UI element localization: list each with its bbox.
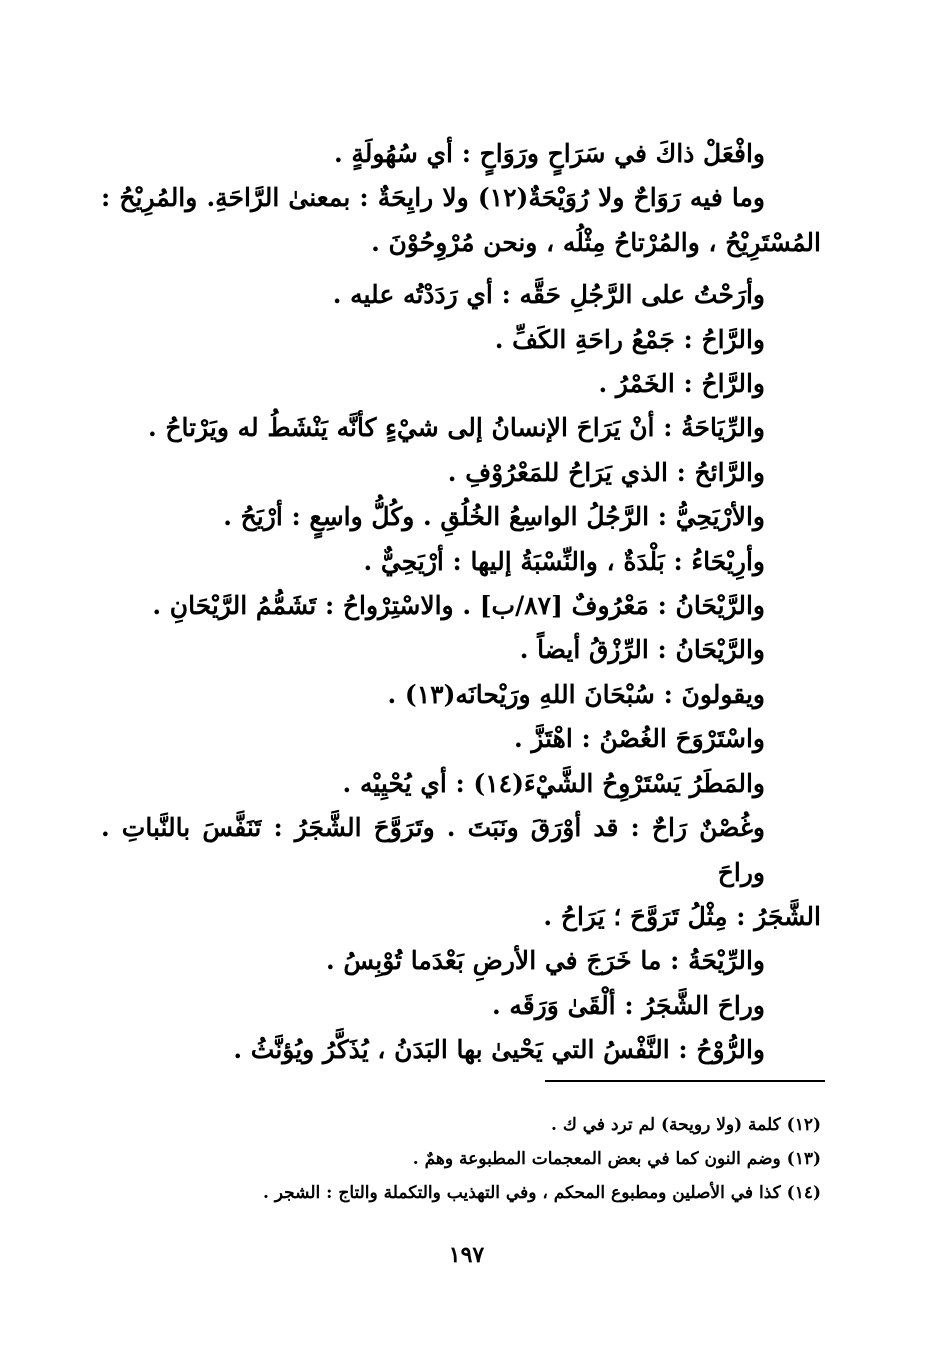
text-line: وغُصْنٌ رَاحٌ : قد أوْرَقَ ونَبَتَ . وتَرَوَّحَ الشَّجَرُ : تَنَفَّسَ بالنَّباتِ . وراحَ — [101, 813, 765, 887]
paragraph — [101, 584, 821, 628]
text-line: وافْعَلْ ذاكَ في سَرَاحٍ ورَوَاحٍ : أي سُهُولَةٍ . — [333, 139, 765, 168]
paragraph — [101, 673, 821, 717]
text-line: وراحَ الشَّجَرُ : ألْقَىٰ وَرَقَه . — [491, 990, 765, 1020]
paragraph — [101, 495, 821, 539]
paragraph — [101, 362, 821, 406]
text-line: والرَّيْحَانُ : مَعْرُوفٌ [٨٧/ب] . والاسْتِرْواحُ : تَشَمُّمُ الرَّيْحَانِ . — [152, 591, 765, 621]
paragraph — [101, 406, 821, 450]
paragraph — [101, 1028, 821, 1072]
text-line: والرَّاحُ : الخَمْرُ . — [598, 369, 765, 399]
text-line: المُسْتَرِيْحُ ، والمُرْتاحُ مِثْلُه ، ونحن مُرْوِحُوْنَ . — [371, 227, 821, 257]
text-line: والرِّيْحَةُ : ما خَرَجَ في الأرضِ بَعْدَما تُوْبِسُ . — [325, 946, 765, 976]
text-line: الشَّجَرُ : مِثْلُ تَرَوَّحَ ؛ يَرَاحُ . — [543, 901, 821, 931]
text-line: والمَطَرُ يَسْتَرْوِحُ الشَّيْءَ(١٤) : أي يُحْيِيْه . — [342, 768, 765, 798]
text-line: وأرِيْحَاءُ : بَلْدَةٌ ، والنِّسْبَةُ إليها : أرْيَحِيٌّ . — [363, 546, 765, 576]
text-line: وأرَحْتُ على الرَّجُلِ حَقَّه : أي رَدَدْتُه عليه . — [332, 280, 765, 310]
paragraph — [101, 806, 821, 895]
text-line: وما فيه رَوَاحٌ ولا رُوَيْحَةٌ(١٢) ولا رايِحَةٌ : بمعنىٰ الرَّاحَةِ. والمُرِيْحُ : — [101, 183, 765, 213]
text-line: واسْتَرْوَحَ الغُصْنُ : اهْتَزَّ . — [513, 724, 765, 754]
footnote-14: (١٤) كذا في الأصلين ومطبوع المحكم ، وفي التهذيب والتكملة والتاج : الشجر . — [262, 1183, 821, 1203]
footnotes — [101, 1108, 821, 1210]
paragraph — [101, 540, 821, 584]
text-line: والرَّائحُ : الذي يَرَاحُ للمَعْرُوْفِ . — [447, 457, 765, 487]
paragraph — [101, 132, 821, 176]
main-text — [101, 132, 821, 1073]
paragraph — [101, 984, 821, 1028]
footnote-divider — [545, 1080, 825, 1082]
footnote-13: (١٣) وضم النون كما في بعض المعجمات المطبوعة وهمٌ . — [412, 1149, 821, 1169]
paragraph — [101, 939, 821, 983]
text-line: والرُّوْحُ : النَّفْسُ التي يَحْيىٰ بها البَدَنُ ، يُذَكَّرُ ويُؤنَّثُ . — [233, 1035, 765, 1065]
page-number: ١٩٧ — [448, 1242, 485, 1268]
paragraph — [101, 176, 821, 220]
paragraph-continuation — [101, 221, 821, 265]
text-line: والرَّاحُ : جَمْعُ راحَةِ الكَفِّ . — [494, 324, 765, 354]
paragraph — [101, 451, 821, 495]
text-line: والأرْيَحِيُّ : الرَّجُلُ الواسِعُ الخُلُقِ . وكُلُّ واسِعٍ : أرْيَحُ . — [223, 502, 765, 532]
text-line: ويقولونَ : سُبْحَانَ اللهِ ورَيْحانَه(١٣) . — [387, 679, 765, 709]
paragraph — [101, 318, 821, 362]
footnote-12: (١٢) كلمة (ولا رويحة) لم ترد في ك . — [551, 1115, 821, 1135]
text-line: والرِّيَاحَةُ : أنْ يَرَاحَ الإنسانُ إلى شيْءٍ كأنَّه يَنْشَطُ له ويَرْتاحُ . — [147, 413, 765, 443]
paragraph — [101, 628, 821, 672]
paragraph-continuation — [101, 895, 821, 939]
text-line: والرَّيْحَانُ : الرِّزْقُ أيضاً . — [519, 635, 765, 665]
paragraph — [101, 762, 821, 806]
paragraph — [101, 717, 821, 761]
paragraph — [101, 273, 821, 317]
